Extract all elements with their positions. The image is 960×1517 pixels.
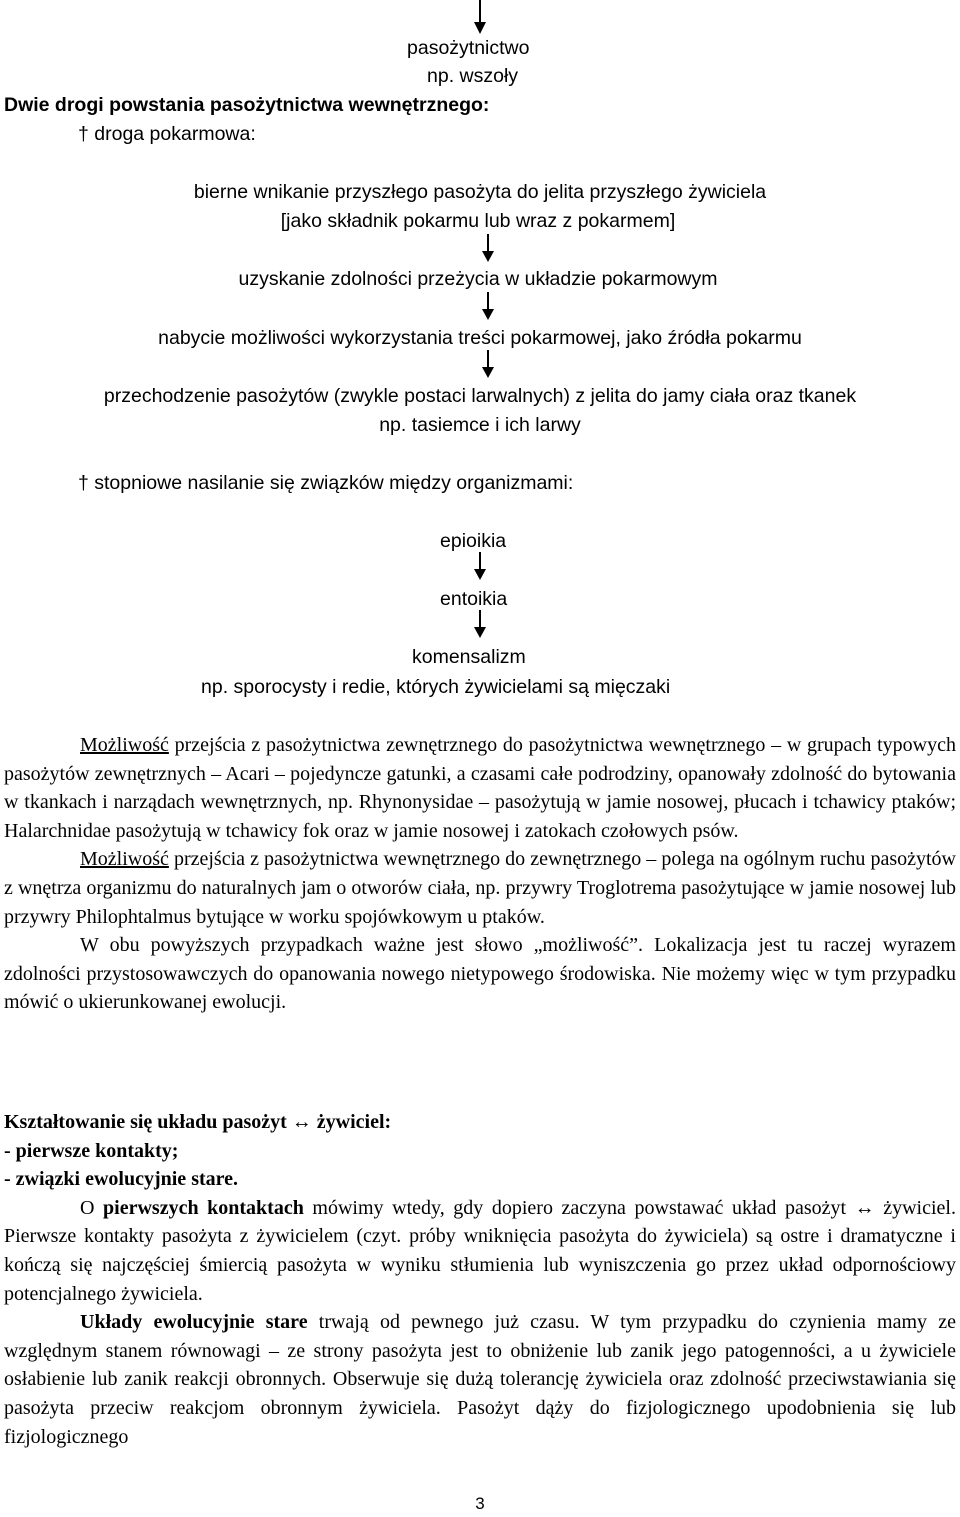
paragraph-1 <box>4 731 956 845</box>
down-arrow-icon <box>473 0 487 34</box>
flow-step-3: nabycie możliwości wykorzystania treści pokarmowej, jako źródła pokarmu <box>158 327 802 349</box>
page-number: 3 <box>475 1494 485 1513</box>
flow2-epioikia: epioikia <box>440 530 507 552</box>
flow-example: np. tasiemce i ich larwy <box>379 414 581 436</box>
paragraph-text: O <box>80 1196 104 1219</box>
flow-step-1b: [jako składnik pokarmu lub wraz z pokarmem] <box>280 210 676 232</box>
top-line-1: pasożytnictwo <box>407 37 530 59</box>
list-item-pierwsze: - pierwsze kontakty; <box>4 1139 179 1162</box>
flow2-entoikia: entoikia <box>440 588 508 610</box>
down-arrow-icon <box>481 292 495 320</box>
paragraph-4 <box>4 1194 956 1308</box>
bold-phrase: pierwszych kontaktach <box>103 1196 304 1219</box>
section-heading-2: Kształtowanie się układu pasożyt ↔ żywiciel: <box>4 1111 392 1133</box>
paragraph-text: przejścia z pasożytnictwa wewnętrznego do zewnętrznego – polega na ogólnym ruchu pasożytów z wnętrza organizmu do naturalnych jam o otworów ciała, np. przywry Troglotrema pasożytujące w jamie nosowej lub przywry Philophtalmus bytujące w worku spojówkowym u ptaków. <box>4 848 956 928</box>
section-2 <box>4 1108 956 1451</box>
paragraph-2 <box>4 845 956 931</box>
paragraph-3: W obu powyższych przypadkach ważne jest słowo „możliwość”. Lokalizacja jest tu raczej wyrazem zdolności przystosowawczych do opanowania nowego nietypowego środowiska. Nie możemy więc w tym przypadku mówić o ukierunkowanej ewolucji. <box>4 934 956 1014</box>
down-arrow-icon <box>481 350 495 378</box>
paragraph-text: przejścia z pasożytnictwa zewnętrznego do pasożytnictwa wewnętrznego – w grupach typowych pasożytów zewnętrznych – Acari – pojedyncze gatunki, a czasami całe podrodziny, opanowały zdolność do bytowania w tkankach i narządach wewnętrznych, np. Rhynonysidae – pasożytują w jamie nosowej, płucach i tchawicy ptaków; Halarchnidae pasożytują w tchawicy fok oraz w jamie nosowej i zatokach czołowych psów. <box>4 734 956 842</box>
down-arrow-icon <box>481 234 495 262</box>
down-arrow-icon <box>473 610 487 638</box>
section-heading-1: Dwie drogi powstania pasożytnictwa wewnętrznego: <box>4 94 490 116</box>
underlined-word: Możliwość <box>80 848 169 871</box>
paragraph-text: mówimy wtedy, gdy dopiero zaczyna powstawać układ pasożyt ↔ żywiciel. Pierwsze kontakty pasożyta z żywicielem (czyt. próby wniknięcia pasożyta do żywiciela) są ostre i dramatyczne i kończą się najczęściej śmiercią pasożyta w wyniku stłumienia lub wyniszczenia go przez układ odpornościowy potencjalnego żywiciela. <box>4 1196 956 1305</box>
top-line-2: np. wszoły <box>427 65 519 87</box>
bullet-nasilanie: † stopniowe nasilanie się związków między organizmami: <box>78 472 574 494</box>
bold-phrase: Układy ewolucyjnie stare <box>80 1311 308 1334</box>
underlined-word: Możliwość <box>80 734 169 756</box>
list-item-stare: - związki ewolucyjnie stare. <box>4 1168 239 1191</box>
flow-step-2: uzyskanie zdolności przeżycia w układzie pokarmowym <box>238 268 718 290</box>
paragraph-text: trwają od pewnego już czasu. W tym przypadku do czynienia mamy ze względnym stanem równowagi – ze strony pasożyta jest to obniżenie lub zanik jego patogenności, a u żywiciele osłabienie lub zanik reakcji obronnych. Obserwuje się dużą tolerancję żywiciela oraz zdolność przeciwstawiania się pasożyta przeciw reakcjom obronnym żywiciela. Pasożyt dąży do fizjologicznego upodobnienia się lub fizjologicznego <box>4 1311 956 1448</box>
flow-step-1a: bierne wnikanie przyszłego pasożyta do jelita przyszłego żywiciela <box>193 181 767 203</box>
flow2-example: np. sporocysty i redie, których żywicielami są mięczaki <box>201 676 671 698</box>
body-paragraphs <box>4 731 956 1017</box>
down-arrow-icon <box>473 552 487 580</box>
flow-step-4: przechodzenie pasożytów (zwykle postaci larwalnych) z jelita do jamy ciała oraz tkanek <box>103 385 857 407</box>
bullet-droga-pokarmowa: † droga pokarmowa: <box>78 123 256 145</box>
flow2-komensalizm: komensalizm <box>412 646 526 668</box>
paragraph-5 <box>4 1308 956 1451</box>
